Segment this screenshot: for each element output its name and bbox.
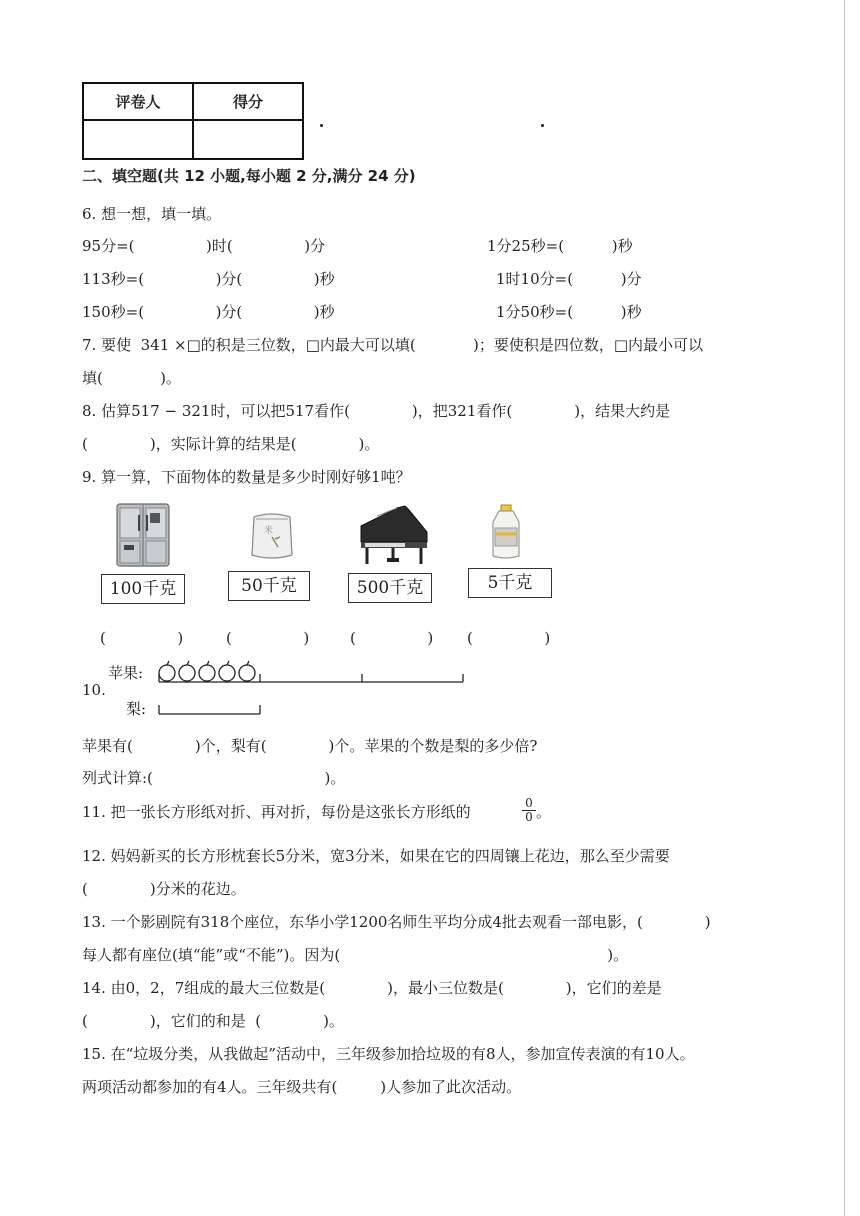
piano-weight-label: 500千克 [348, 573, 432, 603]
q8-line2: ( )，实际计算的结果是( )。 [82, 435, 380, 453]
q10-line2: 列式计算:( )。 [82, 769, 346, 787]
q11-fraction-denominator: 0 [522, 810, 536, 824]
q8-line1: 8. 估算517 − 321时，可以把517看作( )，把321看作( )，结果大约是 [82, 402, 671, 420]
q10-number: 10. [82, 681, 106, 699]
pear-bar-diagram [156, 702, 266, 718]
q12-line2: ( )分米的花边。 [82, 880, 246, 898]
q6-row3-right: 1分50秒=( )秒 [496, 303, 642, 321]
piano-icon [357, 502, 431, 566]
q6-title: 6. 想一想，填一填。 [82, 205, 222, 223]
q9-title: 9. 算一算，下面物体的数量是多少时刚好够1吨？ [82, 468, 411, 486]
fridge-answer-blank[interactable]: ( ) [100, 629, 184, 647]
apple-label: 苹果: [108, 664, 144, 682]
pear-label: 梨: [126, 700, 147, 718]
oil-bottle-icon [489, 504, 523, 560]
section-title: 二、填空题(共 12 小题,每小题 2 分,满分 24 分) [82, 167, 416, 185]
piano-answer-blank[interactable]: ( ) [350, 629, 434, 647]
mark-dot [320, 124, 323, 127]
q15-line1: 15. 在“垃圾分类，从我做起”活动中，三年级参加拾垃圾的有8人，参加宣传表演的有10人。 [82, 1045, 695, 1063]
score-header: 得分 [193, 83, 303, 120]
grader-cell[interactable] [83, 120, 193, 159]
rice-weight-label: 50千克 [228, 571, 310, 601]
q11-text: 11. 把一张长方形纸对折、再对折，每份是这张长方形纸的 [82, 803, 471, 821]
q15-line2: 两项活动都参加的有4人。三年级共有( )人参加了此次活动。 [82, 1078, 522, 1096]
score-table [82, 82, 304, 160]
rice-bag-icon [248, 511, 296, 561]
oil-weight-label: 5千克 [468, 568, 552, 598]
q10-line1: 苹果有( )个，梨有( )个。苹果的个数是梨的多少倍? [82, 737, 538, 755]
apple-bar-diagram [156, 660, 468, 688]
q7-line1: 7. 要使 341 ×□的积是三位数，□内最大可以填( )；要使积是四位数，□内最小可以 [82, 336, 704, 354]
q7-line2: 填( )。 [82, 369, 181, 387]
oil-answer-blank[interactable]: ( ) [467, 629, 551, 647]
q6-row2-right: 1时10分=( )分 [496, 270, 642, 288]
rice-answer-blank[interactable]: ( ) [226, 629, 310, 647]
fridge-weight-label: 100千克 [101, 574, 185, 604]
q12-line1: 12. 妈妈新买的长方形枕套长5分米，宽3分米，如果在它的四周镶上花边，那么至少需要 [82, 847, 670, 865]
q11-fraction [522, 797, 536, 824]
page-right-border [844, 0, 845, 1216]
q13-line2: 每人都有座位(填“能”或“不能”)。因为( )。 [82, 946, 629, 964]
q6-row1-right: 1分25秒=( )秒 [487, 237, 633, 255]
fridge-icon [116, 503, 170, 569]
q6-row1-left: 95分=( )时( )分 [82, 237, 326, 255]
q6-row3-left: 150秒=( )分( )秒 [82, 303, 335, 321]
q13-line1: 13. 一个影剧院有318个座位，东华小学1200名师生平均分成4批去观看一部电影，( ) [82, 913, 711, 931]
q6-row2-left: 113秒=( )分( )秒 [82, 270, 335, 288]
svg-text:米: 米 [264, 526, 274, 536]
grader-header: 评卷人 [83, 83, 193, 120]
q14-line2: ( )，它们的和是 ( )。 [82, 1012, 344, 1030]
score-cell[interactable] [193, 120, 303, 159]
q14-line1: 14. 由0，2，7组成的最大三位数是( )，最小三位数是( )，它们的差是 [82, 979, 662, 997]
q11-fraction-numerator: 0 [525, 796, 533, 810]
q11-end: 。 [536, 803, 552, 821]
mark-dot [541, 124, 544, 127]
